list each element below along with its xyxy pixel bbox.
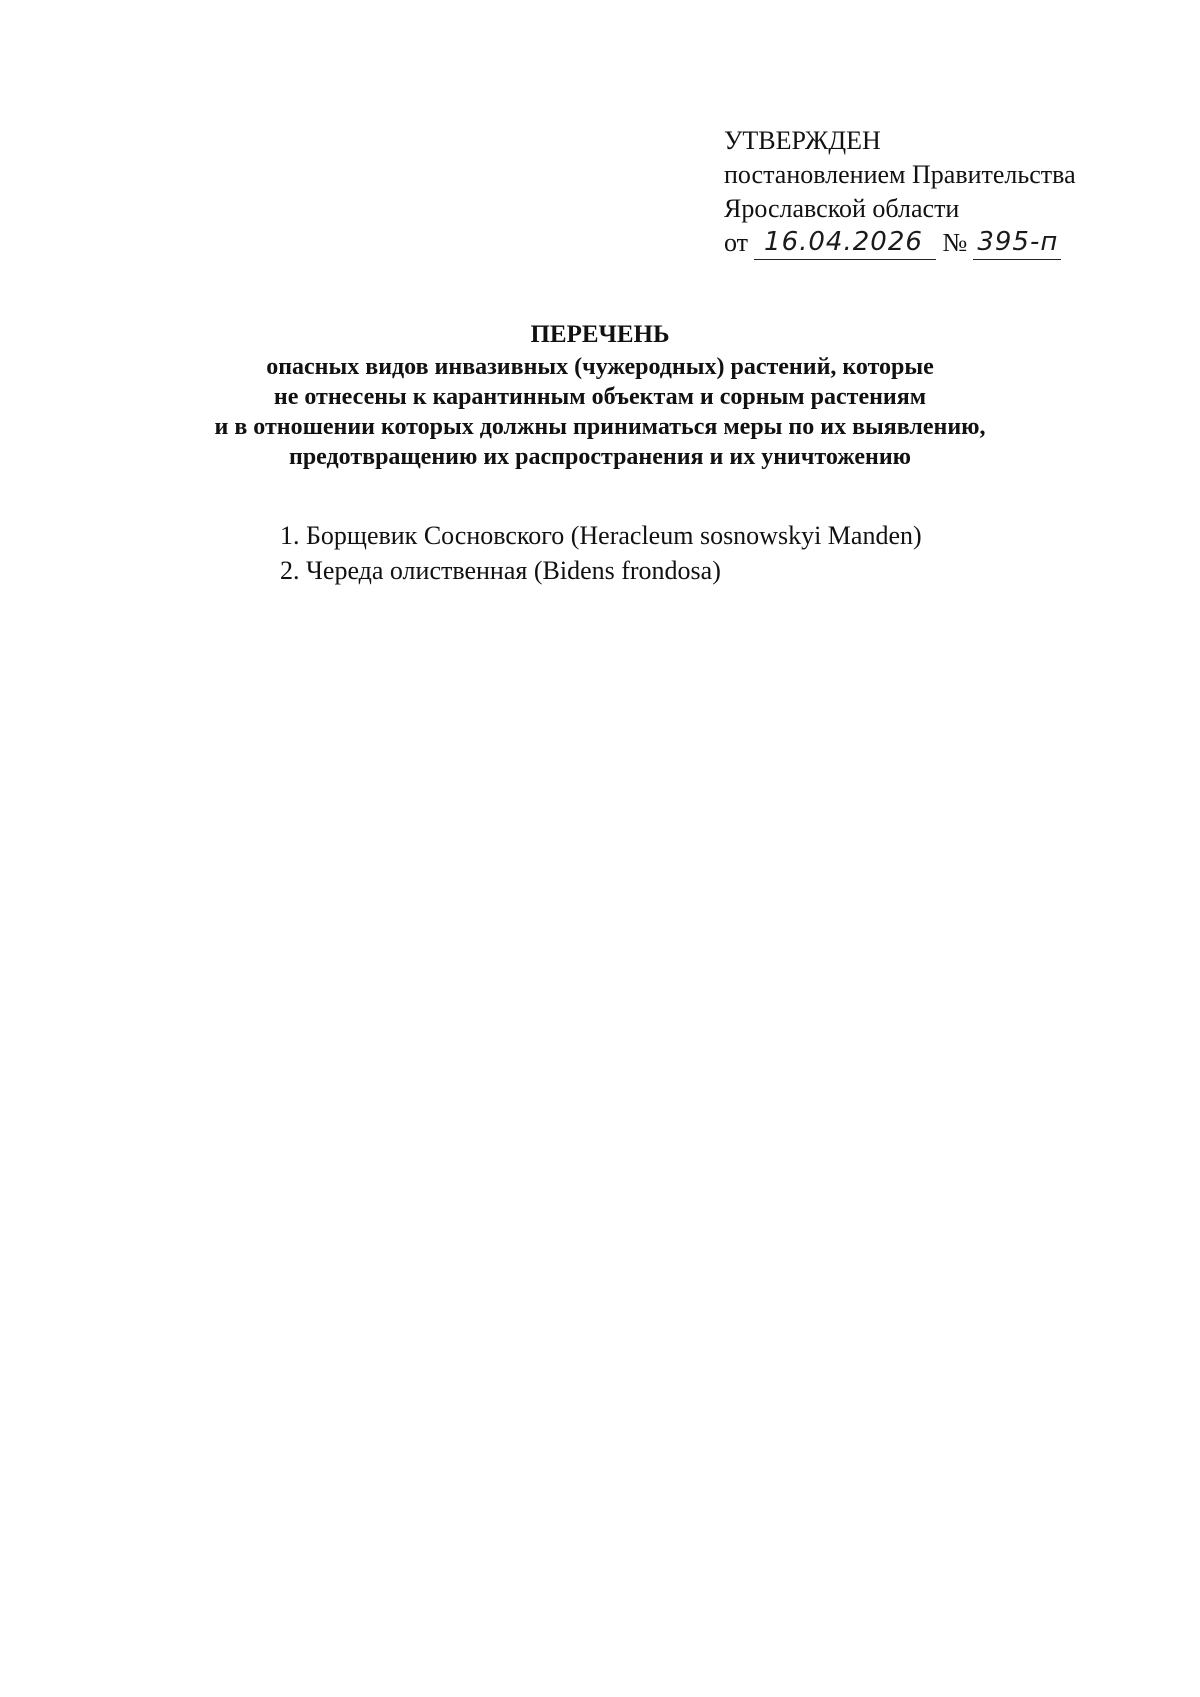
approval-stamp [724,124,1076,260]
title-line-1: опасных видов инвазивных (чужеродных) растений, которые [266,354,934,380]
approval-date-number-line [724,226,1076,260]
title-line-4: предотвращению их распространения и их уничтожению [288,444,911,470]
number-prefix: № [942,228,968,257]
date-prefix: от [724,228,749,257]
handwritten-date: 16.04.2026 [764,227,923,257]
list-item: 1. Борщевик Сосновского (Heracleum sosnowskyi Manden) [280,521,922,550]
document-title-block [0,320,1200,472]
document-title: ПЕРЕЧЕНЬ [530,321,670,348]
approval-region: Ярославской области [724,194,960,223]
title-line-2: не отнесены к карантинным объектам и сорным растениям [273,384,927,410]
species-list [280,518,922,588]
list-item: 2. Череда олиственная (Bidens frondosa) [280,556,721,585]
handwritten-number: 395-п [977,227,1059,257]
approval-heading: УТВЕРЖДЕН [724,126,881,155]
date-fill-line [754,229,936,260]
number-fill-line [973,229,1061,260]
approval-authority: постановлением Правительства [724,160,1076,189]
title-line-3: и в отношении которых должны приниматься меры по их выявлению, [214,414,986,440]
